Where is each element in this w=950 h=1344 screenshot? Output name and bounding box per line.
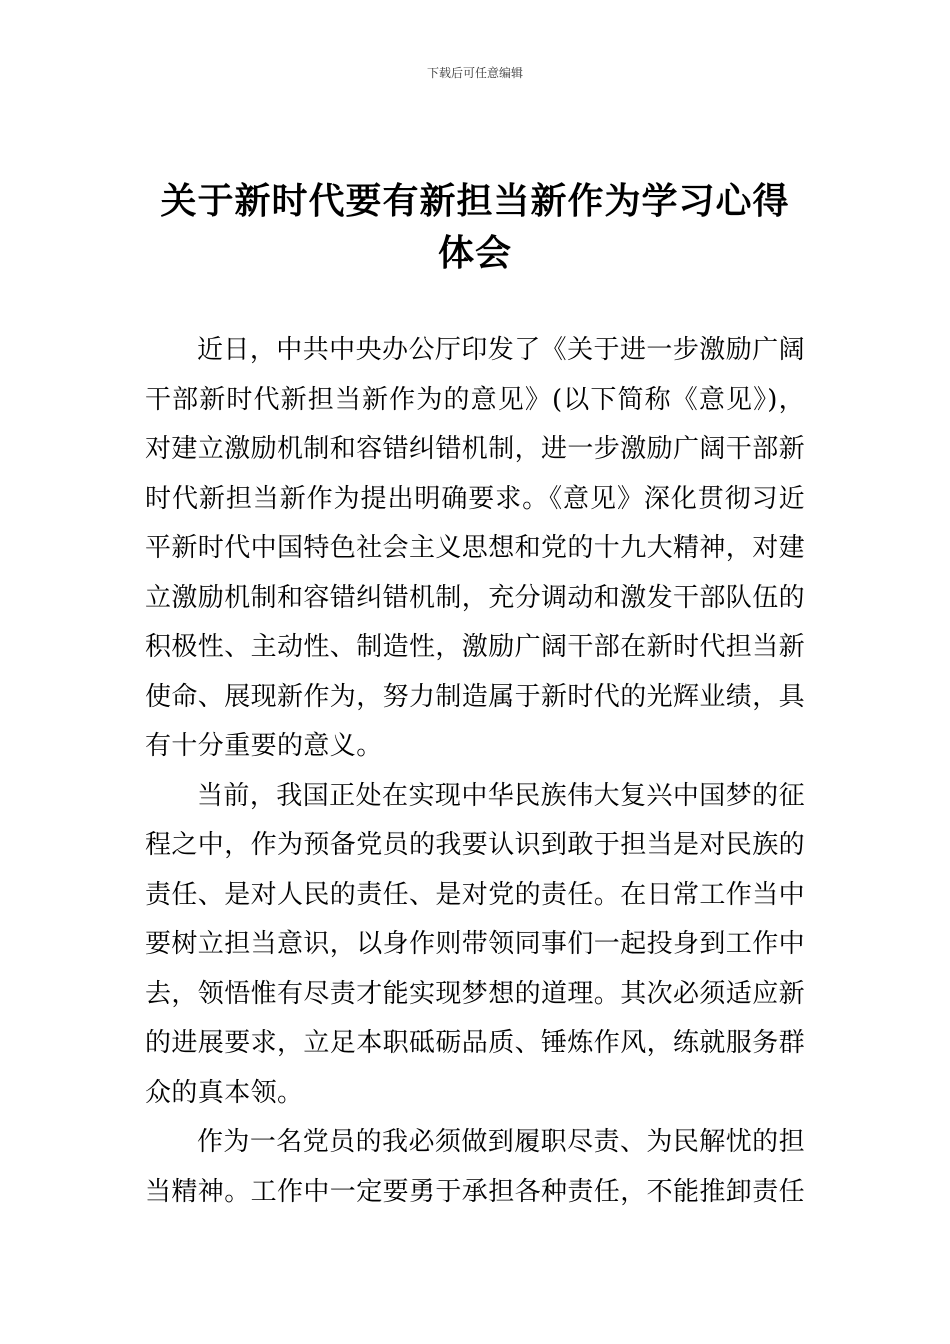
document-body [145,326,805,1217]
document-title: 关于新时代要有新担当新作为学习心得体会 [160,181,790,274]
body-paragraph-2: 当前，我国正处在实现中华民族伟大复兴中国梦的征程之中，作为预备党员的我要认识到敢于担当是对民族的责任、是对人民的责任、是对党的责任。在日常工作当中要树立担当意识，以身作则带领同事们一起投身到工作中去，领悟惟有尽责才能实现梦想的道理。其次必须适应新的进展要求，立足本职砥砺品质、锤炼作风，练就服务群众的真本领。 [145,780,806,1108]
body-paragraph-3: 作为一名党员的我必须做到履职尽责、为民解忧的担当精神。工作中一定要勇于承担各种责任，不能推卸责任 [145,1127,806,1207]
header-note: 下载后可任意编辑 [426,66,523,80]
body-paragraph-1: 近日，中共中央办公厅印发了《关于进一步激励广阔干部新时代新担当新作为的意见》(以下简称《意见》)，对建立激励机制和容错纠错机制，进一步激励广阔干部新时代新担当新作为提出明确要求。《意见》深化贯彻习近平新时代中国特色社会主义思想和党的十九大精神，对建立激励机制和容错纠错机制，充分调动和激发干部队伍的积极性、主动性、制造性，激励广阔干部在新时代担当新使命、展现新作为，努力制造属于新时代的光辉业绩，具有十分重要的意义。 [145,335,806,761]
